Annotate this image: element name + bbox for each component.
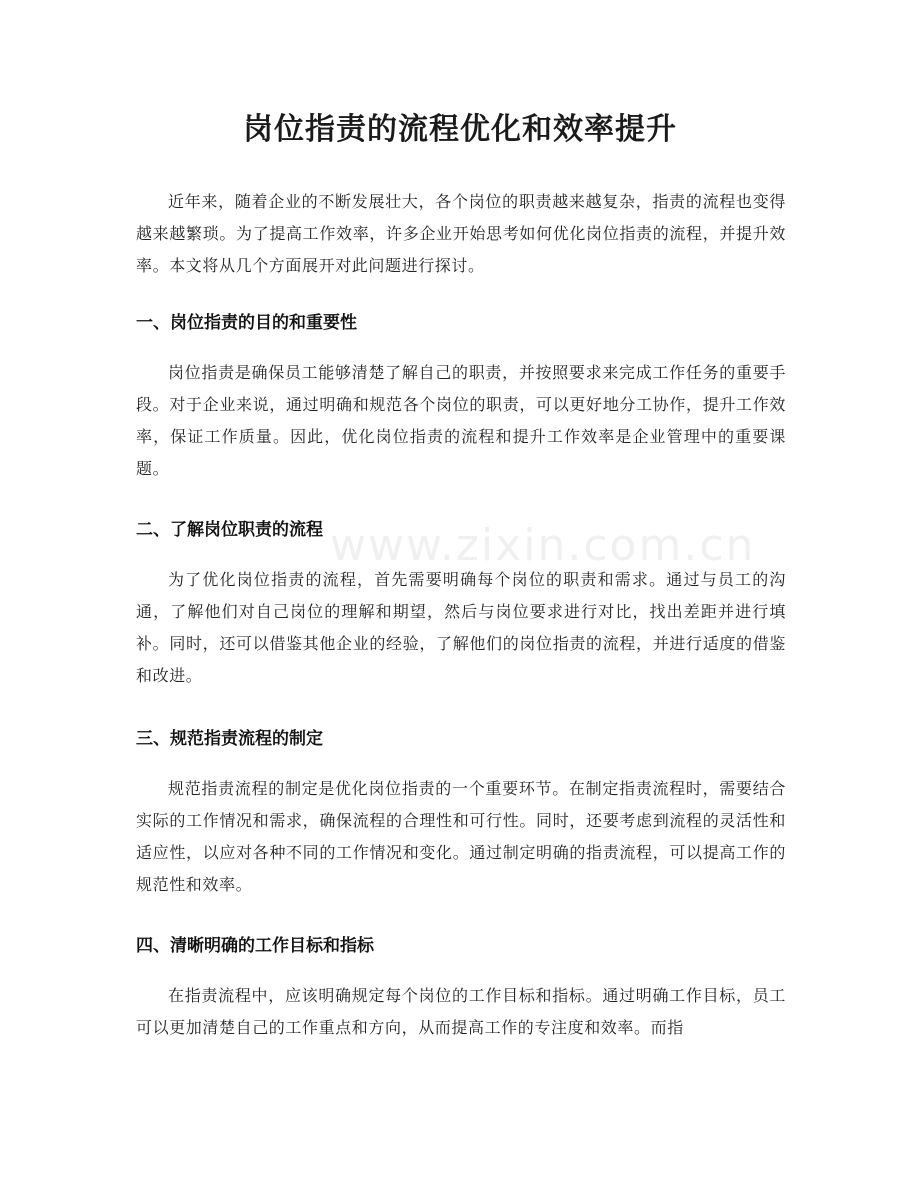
page-title: 岗位指责的流程优化和效率提升 bbox=[243, 112, 677, 147]
section-body-4: 在指责流程中，应该明确规定每个岗位的工作目标和指标。通过明确工作目标，员工可以更加清楚自己的工作重点和方向，从而提高工作的专注度和效率。而指 bbox=[136, 986, 786, 1037]
intro-paragraph: 近年来，随着企业的不断发展壮大，各个岗位的职责越来越复杂，指责的流程也变得越来越繁琐。为了提高工作效率，许多企业开始思考如何优化岗位指责的流程，并提升效率。本文将从几个方面展开对此问题进行探讨。 bbox=[136, 192, 786, 275]
section-heading-3: 三、规范指责流程的制定 bbox=[136, 729, 323, 749]
section-heading-4: 四、清晰明确的工作目标和指标 bbox=[136, 936, 374, 956]
section-body-3: 规范指责流程的制定是优化岗位指责的一个重要环节。在制定指责流程时，需要结合实际的工作情况和需求，确保流程的合理性和可行性。同时，还要考虑到流程的灵活性和适应性，以应对各种不同的工作情况和变化。通过制定明确的指责流程，可以提高工作的规范性和效率。 bbox=[136, 779, 786, 894]
section-heading-2: 二、了解岗位职责的流程 bbox=[136, 520, 323, 540]
section-body-1: 岗位指责是确保员工能够清楚了解自己的职责，并按照要求来完成工作任务的重要手段。对于企业来说，通过明确和规范各个岗位的职责，可以更好地分工协作，提升工作效率，保证工作质量。因此，优化岗位指责的流程和提升工作效率是企业管理中的重要课题。 bbox=[136, 363, 786, 478]
watermark: www.zixin.com.cn bbox=[330, 520, 756, 571]
section-heading-1: 一、岗位指责的目的和重要性 bbox=[136, 313, 357, 333]
section-body-2: 为了优化岗位指责的流程，首先需要明确每个岗位的职责和需求。通过与员工的沟通，了解他们对自己岗位的理解和期望，然后与岗位要求进行对比，找出差距并进行填补。同时，还可以借鉴其他企业的经验，了解他们的岗位指责的流程，并进行适度的借鉴和改进。 bbox=[136, 570, 786, 685]
